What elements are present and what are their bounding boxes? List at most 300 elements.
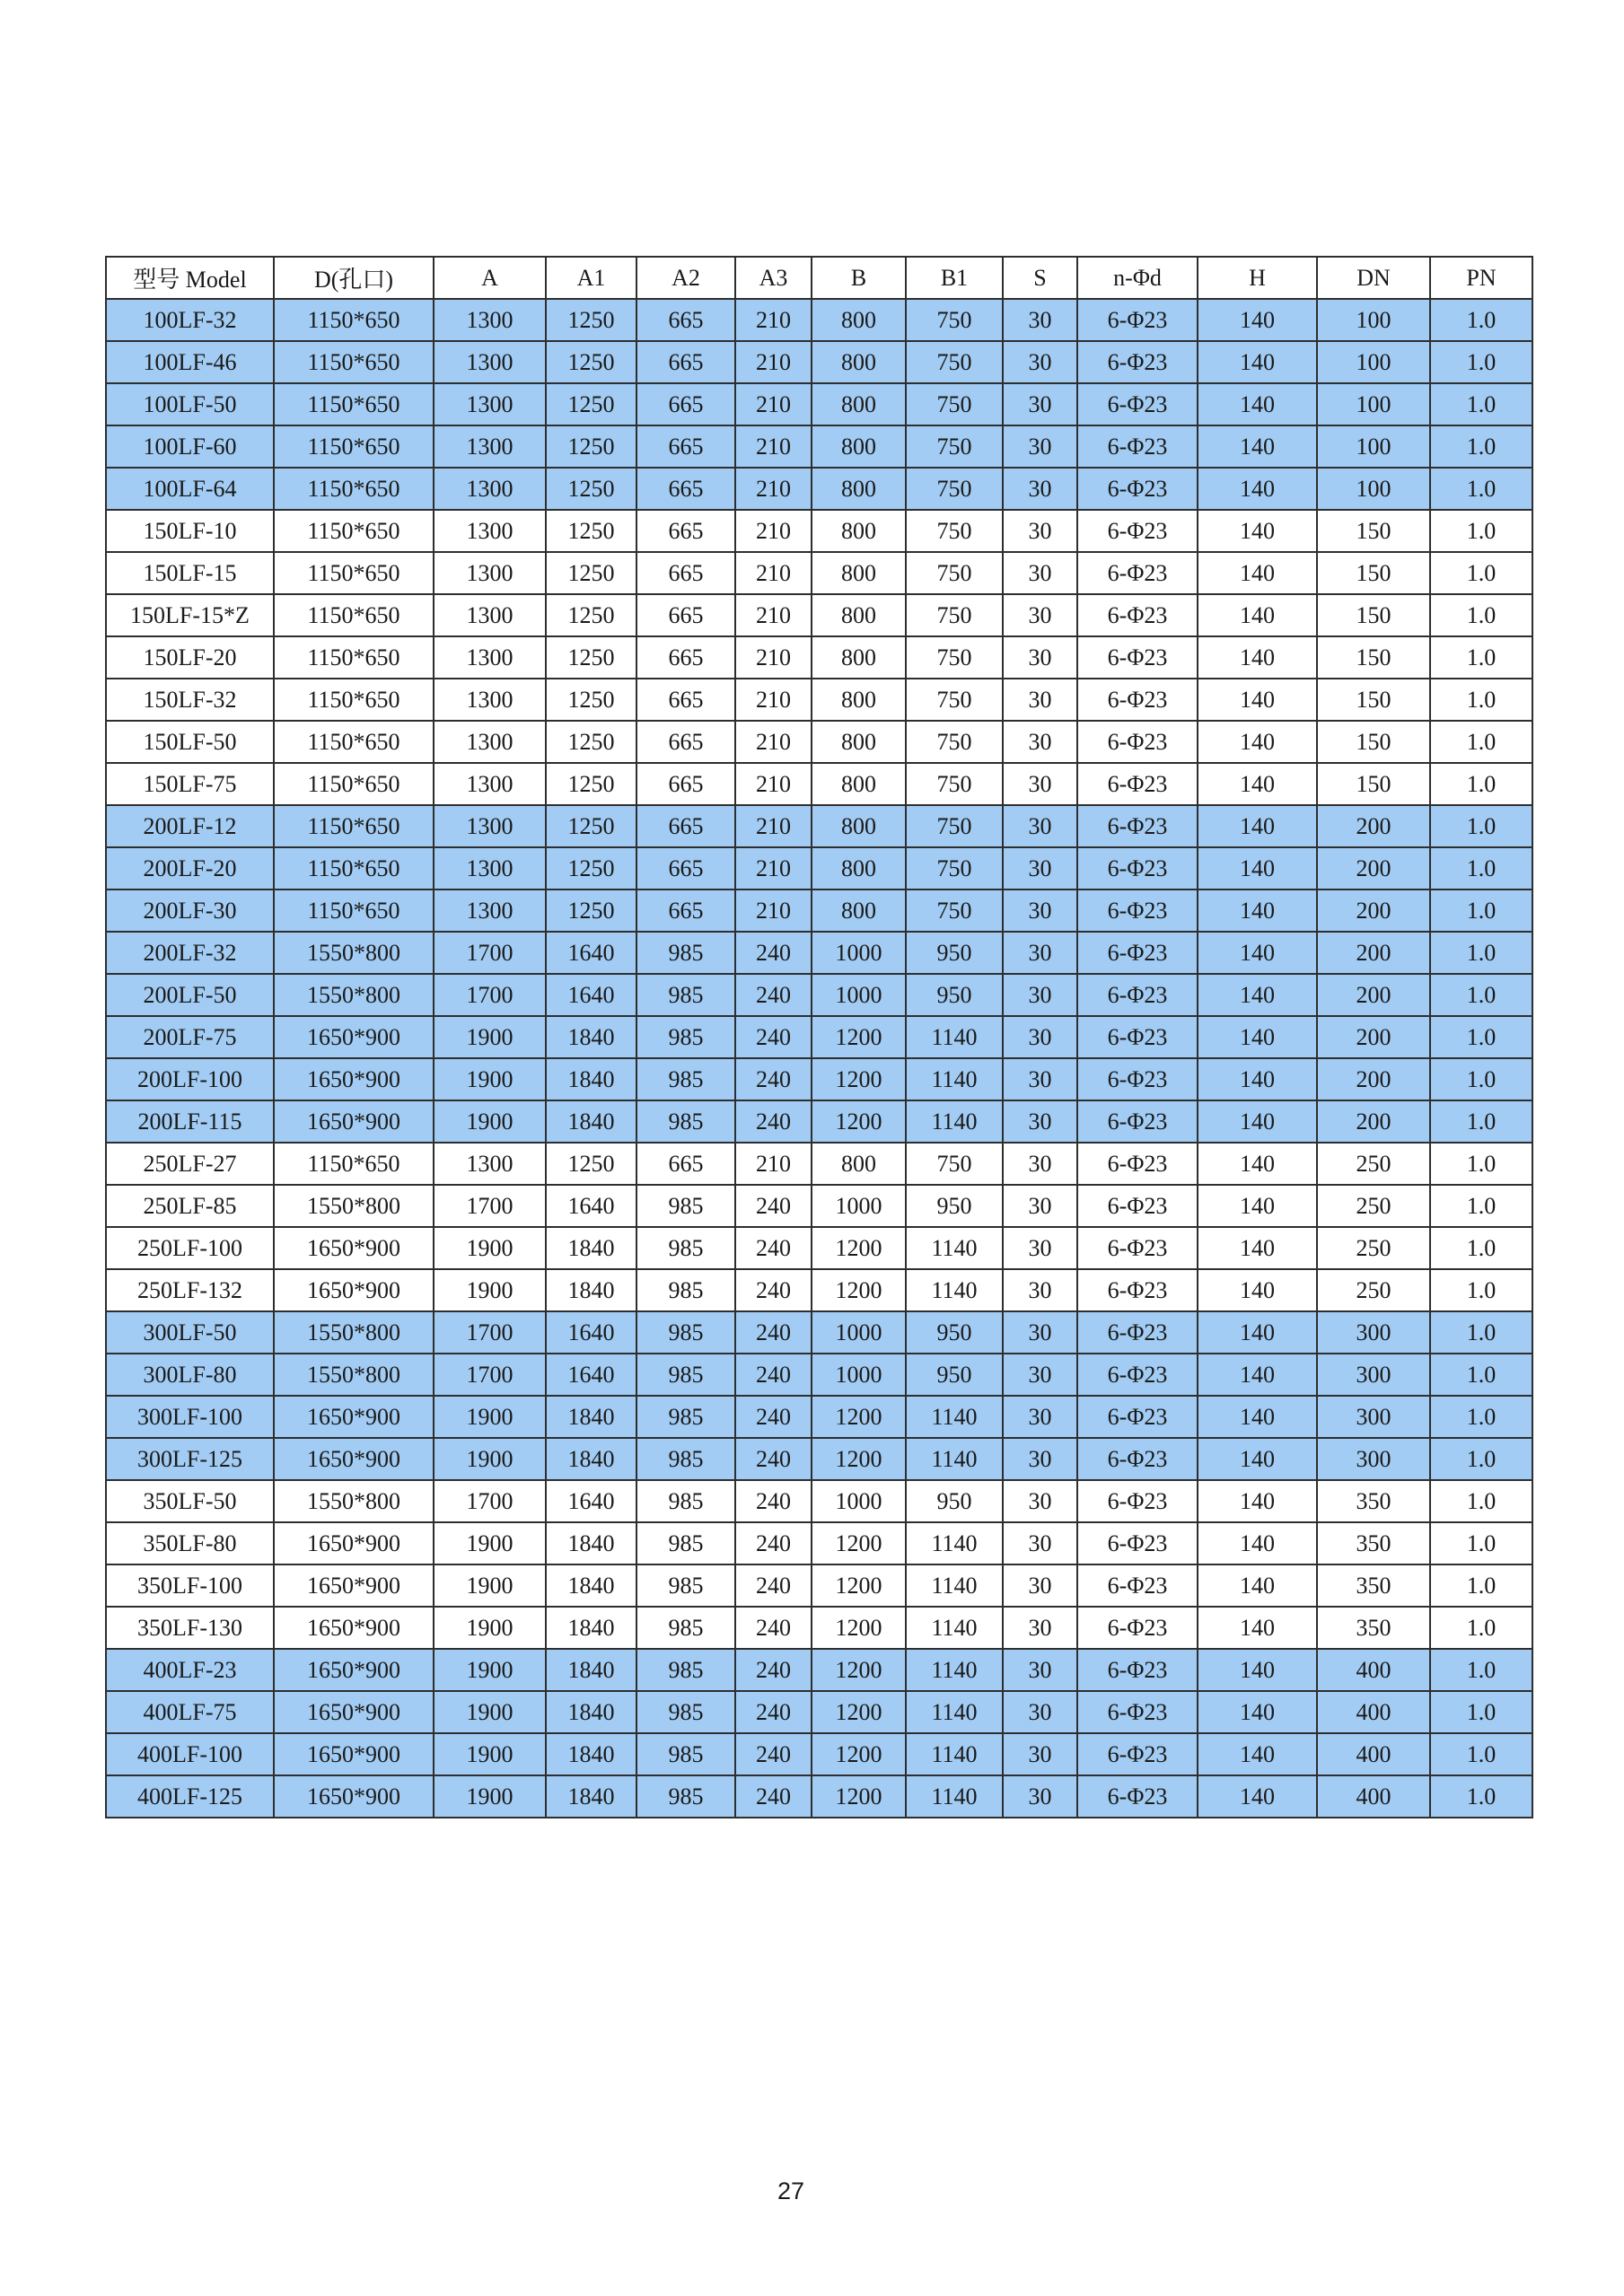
model-cell: 150LF-15 xyxy=(106,552,274,594)
table-cell: 1300 xyxy=(434,847,546,889)
table-cell: 350 xyxy=(1317,1480,1430,1522)
table-cell: 30 xyxy=(1003,679,1077,721)
table-cell: 140 xyxy=(1198,932,1317,974)
table-cell: 1840 xyxy=(546,1691,636,1733)
table-cell: 400 xyxy=(1317,1733,1430,1775)
table-cell: 985 xyxy=(636,1269,735,1311)
table-cell: 1650*900 xyxy=(274,1691,434,1733)
table-cell: 1140 xyxy=(906,1058,1003,1100)
table-cell: 1300 xyxy=(434,636,546,679)
table-cell: 6-Φ23 xyxy=(1077,1227,1198,1269)
table-cell: 1200 xyxy=(812,1691,906,1733)
table-cell: 240 xyxy=(735,1311,812,1354)
table-cell: 30 xyxy=(1003,1058,1077,1100)
table-cell: 240 xyxy=(735,1185,812,1227)
table-cell: 400 xyxy=(1317,1649,1430,1691)
table-cell: 1.0 xyxy=(1430,636,1532,679)
model-cell: 100LF-64 xyxy=(106,468,274,510)
table-cell: 30 xyxy=(1003,510,1077,552)
table-cell: 6-Φ23 xyxy=(1077,932,1198,974)
table-cell: 30 xyxy=(1003,1185,1077,1227)
model-cell: 250LF-27 xyxy=(106,1143,274,1185)
model-cell: 400LF-100 xyxy=(106,1733,274,1775)
table-cell: 150 xyxy=(1317,552,1430,594)
table-cell: 6-Φ23 xyxy=(1077,889,1198,932)
table-cell: 1150*650 xyxy=(274,889,434,932)
table-cell: 1900 xyxy=(434,1775,546,1818)
table-cell: 750 xyxy=(906,425,1003,468)
table-cell: 750 xyxy=(906,594,1003,636)
table-cell: 1140 xyxy=(906,1396,1003,1438)
table-cell: 1140 xyxy=(906,1733,1003,1775)
table-cell: 250 xyxy=(1317,1227,1430,1269)
table-cell: 140 xyxy=(1198,1564,1317,1607)
table-cell: 140 xyxy=(1198,889,1317,932)
model-cell: 100LF-50 xyxy=(106,383,274,425)
table-cell: 1640 xyxy=(546,1311,636,1354)
table-cell: 30 xyxy=(1003,1269,1077,1311)
table-cell: 1550*800 xyxy=(274,974,434,1016)
table-cell: 30 xyxy=(1003,1733,1077,1775)
table-cell: 1250 xyxy=(546,889,636,932)
table-cell: 240 xyxy=(735,1649,812,1691)
table-cell: 350 xyxy=(1317,1607,1430,1649)
table-cell: 1200 xyxy=(812,1438,906,1480)
table-cell: 1000 xyxy=(812,974,906,1016)
table-cell: 750 xyxy=(906,299,1003,341)
table-row xyxy=(106,1522,1532,1564)
table-cell: 30 xyxy=(1003,341,1077,383)
table-cell: 1000 xyxy=(812,1185,906,1227)
table-cell: 1650*900 xyxy=(274,1058,434,1100)
table-cell: 800 xyxy=(812,341,906,383)
table-row xyxy=(106,1143,1532,1185)
column-header-4: A1 xyxy=(546,257,636,299)
table-cell: 30 xyxy=(1003,1143,1077,1185)
table-cell: 300 xyxy=(1317,1438,1430,1480)
table-cell: 240 xyxy=(735,932,812,974)
table-cell: 1.0 xyxy=(1430,721,1532,763)
table-body xyxy=(106,299,1532,1818)
table-cell: 800 xyxy=(812,383,906,425)
table-cell: 985 xyxy=(636,932,735,974)
table-cell: 6-Φ23 xyxy=(1077,594,1198,636)
table-cell: 140 xyxy=(1198,1058,1317,1100)
table-cell: 6-Φ23 xyxy=(1077,341,1198,383)
table-cell: 6-Φ23 xyxy=(1077,1396,1198,1438)
table-cell: 1250 xyxy=(546,383,636,425)
table-cell: 200 xyxy=(1317,805,1430,847)
table-cell: 30 xyxy=(1003,932,1077,974)
column-header-3: A xyxy=(434,257,546,299)
table-cell: 1150*650 xyxy=(274,805,434,847)
table-cell: 1300 xyxy=(434,805,546,847)
model-cell: 150LF-10 xyxy=(106,510,274,552)
table-cell: 985 xyxy=(636,1227,735,1269)
table-cell: 200 xyxy=(1317,1016,1430,1058)
table-cell: 1250 xyxy=(546,721,636,763)
model-cell: 200LF-50 xyxy=(106,974,274,1016)
table-cell: 6-Φ23 xyxy=(1077,1354,1198,1396)
table-cell: 6-Φ23 xyxy=(1077,1100,1198,1143)
table-cell: 210 xyxy=(735,679,812,721)
table-header xyxy=(106,257,1532,299)
table-cell: 1900 xyxy=(434,1607,546,1649)
table-row xyxy=(106,299,1532,341)
table-cell: 140 xyxy=(1198,1143,1317,1185)
table-row xyxy=(106,1269,1532,1311)
table-cell: 750 xyxy=(906,763,1003,805)
table-cell: 6-Φ23 xyxy=(1077,1269,1198,1311)
table-cell: 6-Φ23 xyxy=(1077,636,1198,679)
table-cell: 210 xyxy=(735,552,812,594)
table-cell: 1900 xyxy=(434,1649,546,1691)
table-cell: 665 xyxy=(636,341,735,383)
table-cell: 1900 xyxy=(434,1016,546,1058)
table-row xyxy=(106,932,1532,974)
table-cell: 6-Φ23 xyxy=(1077,974,1198,1016)
table-cell: 1140 xyxy=(906,1649,1003,1691)
table-cell: 210 xyxy=(735,510,812,552)
table-cell: 210 xyxy=(735,341,812,383)
table-cell: 210 xyxy=(735,847,812,889)
table-cell: 665 xyxy=(636,1143,735,1185)
table-cell: 1.0 xyxy=(1430,510,1532,552)
table-cell: 1.0 xyxy=(1430,1438,1532,1480)
table-cell: 400 xyxy=(1317,1691,1430,1733)
table-cell: 6-Φ23 xyxy=(1077,805,1198,847)
table-cell: 1200 xyxy=(812,1775,906,1818)
table-cell: 1.0 xyxy=(1430,1691,1532,1733)
table-cell: 1300 xyxy=(434,679,546,721)
table-cell: 1700 xyxy=(434,932,546,974)
table-cell: 150 xyxy=(1317,721,1430,763)
model-cell: 300LF-80 xyxy=(106,1354,274,1396)
table-cell: 1.0 xyxy=(1430,1649,1532,1691)
table-cell: 1150*650 xyxy=(274,679,434,721)
table-cell: 1900 xyxy=(434,1227,546,1269)
table-cell: 30 xyxy=(1003,974,1077,1016)
table-cell: 210 xyxy=(735,889,812,932)
table-cell: 6-Φ23 xyxy=(1077,552,1198,594)
table-cell: 1000 xyxy=(812,932,906,974)
table-cell: 250 xyxy=(1317,1269,1430,1311)
table-cell: 100 xyxy=(1317,425,1430,468)
table-cell: 6-Φ23 xyxy=(1077,1016,1198,1058)
column-header-10: n-Φd xyxy=(1077,257,1198,299)
table-cell: 1.0 xyxy=(1430,1480,1532,1522)
table-cell: 1250 xyxy=(546,805,636,847)
table-cell: 950 xyxy=(906,974,1003,1016)
table-cell: 800 xyxy=(812,552,906,594)
table-cell: 1650*900 xyxy=(274,1100,434,1143)
table-cell: 6-Φ23 xyxy=(1077,425,1198,468)
table-cell: 30 xyxy=(1003,1480,1077,1522)
table-cell: 210 xyxy=(735,763,812,805)
table-cell: 1900 xyxy=(434,1691,546,1733)
table-cell: 240 xyxy=(735,1480,812,1522)
table-cell: 1840 xyxy=(546,1100,636,1143)
table-cell: 950 xyxy=(906,1354,1003,1396)
table-cell: 210 xyxy=(735,636,812,679)
table-cell: 1.0 xyxy=(1430,847,1532,889)
table-cell: 210 xyxy=(735,299,812,341)
table-cell: 1.0 xyxy=(1430,1311,1532,1354)
table-cell: 30 xyxy=(1003,636,1077,679)
table-row xyxy=(106,1185,1532,1227)
table-cell: 1650*900 xyxy=(274,1649,434,1691)
table-cell: 1150*650 xyxy=(274,510,434,552)
table-cell: 240 xyxy=(735,1016,812,1058)
table-cell: 6-Φ23 xyxy=(1077,1185,1198,1227)
table-cell: 1300 xyxy=(434,425,546,468)
table-row xyxy=(106,721,1532,763)
table-cell: 200 xyxy=(1317,974,1430,1016)
table-cell: 1840 xyxy=(546,1227,636,1269)
table-cell: 1300 xyxy=(434,510,546,552)
table-cell: 1.0 xyxy=(1430,1733,1532,1775)
table-cell: 6-Φ23 xyxy=(1077,1607,1198,1649)
table-cell: 140 xyxy=(1198,1100,1317,1143)
table-cell: 1150*650 xyxy=(274,341,434,383)
table-cell: 30 xyxy=(1003,721,1077,763)
table-cell: 6-Φ23 xyxy=(1077,1143,1198,1185)
table-cell: 1150*650 xyxy=(274,299,434,341)
table-cell: 1.0 xyxy=(1430,468,1532,510)
table-row xyxy=(106,383,1532,425)
table-cell: 140 xyxy=(1198,1016,1317,1058)
table-cell: 240 xyxy=(735,1269,812,1311)
table-cell: 1150*650 xyxy=(274,383,434,425)
table-cell: 140 xyxy=(1198,763,1317,805)
table-cell: 140 xyxy=(1198,425,1317,468)
table-cell: 210 xyxy=(735,383,812,425)
table-cell: 1140 xyxy=(906,1607,1003,1649)
table-cell: 800 xyxy=(812,636,906,679)
table-cell: 985 xyxy=(636,1354,735,1396)
table-cell: 1250 xyxy=(546,552,636,594)
table-cell: 140 xyxy=(1198,1438,1317,1480)
table-cell: 30 xyxy=(1003,1649,1077,1691)
table-cell: 210 xyxy=(735,468,812,510)
table-cell: 30 xyxy=(1003,847,1077,889)
table-row xyxy=(106,1058,1532,1100)
table-cell: 1250 xyxy=(546,425,636,468)
table-cell: 1.0 xyxy=(1430,1100,1532,1143)
table-cell: 150 xyxy=(1317,679,1430,721)
table-cell: 30 xyxy=(1003,1438,1077,1480)
table-row xyxy=(106,679,1532,721)
table-row xyxy=(106,1227,1532,1269)
model-cell: 200LF-30 xyxy=(106,889,274,932)
table-cell: 1000 xyxy=(812,1354,906,1396)
table-cell: 1.0 xyxy=(1430,552,1532,594)
table-cell: 1650*900 xyxy=(274,1607,434,1649)
table-cell: 240 xyxy=(735,1733,812,1775)
table-cell: 1150*650 xyxy=(274,1143,434,1185)
table-cell: 1300 xyxy=(434,763,546,805)
table-cell: 6-Φ23 xyxy=(1077,1775,1198,1818)
table-cell: 985 xyxy=(636,1185,735,1227)
table-cell: 985 xyxy=(636,1564,735,1607)
table-cell: 1250 xyxy=(546,594,636,636)
table-cell: 1150*650 xyxy=(274,763,434,805)
table-cell: 250 xyxy=(1317,1143,1430,1185)
table-cell: 800 xyxy=(812,679,906,721)
table-cell: 1.0 xyxy=(1430,1564,1532,1607)
table-row xyxy=(106,1607,1532,1649)
table-cell: 6-Φ23 xyxy=(1077,1438,1198,1480)
table-cell: 140 xyxy=(1198,1733,1317,1775)
table-row xyxy=(106,1100,1532,1143)
model-dimensions-table xyxy=(105,256,1533,1818)
column-header-13: PN xyxy=(1430,257,1532,299)
table-row xyxy=(106,1354,1532,1396)
table-cell: 140 xyxy=(1198,1607,1317,1649)
table-cell: 1.0 xyxy=(1430,1058,1532,1100)
table-cell: 30 xyxy=(1003,1564,1077,1607)
table-cell: 750 xyxy=(906,847,1003,889)
table-cell: 1840 xyxy=(546,1438,636,1480)
table-cell: 140 xyxy=(1198,1311,1317,1354)
model-cell: 350LF-80 xyxy=(106,1522,274,1564)
table-cell: 30 xyxy=(1003,805,1077,847)
table-cell: 1840 xyxy=(546,1564,636,1607)
table-cell: 1000 xyxy=(812,1311,906,1354)
table-row xyxy=(106,805,1532,847)
table-cell: 1840 xyxy=(546,1607,636,1649)
table-cell: 985 xyxy=(636,1480,735,1522)
table-cell: 1250 xyxy=(546,763,636,805)
table-cell: 1150*650 xyxy=(274,552,434,594)
table-cell: 1150*650 xyxy=(274,636,434,679)
model-cell: 250LF-85 xyxy=(106,1185,274,1227)
table-cell: 6-Φ23 xyxy=(1077,679,1198,721)
table-cell: 1640 xyxy=(546,1185,636,1227)
table-cell: 30 xyxy=(1003,763,1077,805)
model-cell: 400LF-75 xyxy=(106,1691,274,1733)
table-cell: 1840 xyxy=(546,1016,636,1058)
table-cell: 1200 xyxy=(812,1607,906,1649)
table-cell: 985 xyxy=(636,1649,735,1691)
table-row xyxy=(106,889,1532,932)
table-cell: 1840 xyxy=(546,1649,636,1691)
table-cell: 985 xyxy=(636,1438,735,1480)
table-cell: 30 xyxy=(1003,383,1077,425)
table-cell: 665 xyxy=(636,721,735,763)
table-cell: 6-Φ23 xyxy=(1077,1480,1198,1522)
table-cell: 6-Φ23 xyxy=(1077,510,1198,552)
table-cell: 210 xyxy=(735,805,812,847)
table-cell: 300 xyxy=(1317,1354,1430,1396)
table-cell: 30 xyxy=(1003,594,1077,636)
column-header-11: H xyxy=(1198,257,1317,299)
table-cell: 1650*900 xyxy=(274,1396,434,1438)
table-cell: 1700 xyxy=(434,1185,546,1227)
table-cell: 1200 xyxy=(812,1016,906,1058)
table-cell: 1.0 xyxy=(1430,1354,1532,1396)
table-cell: 1.0 xyxy=(1430,679,1532,721)
table-cell: 985 xyxy=(636,1058,735,1100)
table-row xyxy=(106,1396,1532,1438)
table-cell: 6-Φ23 xyxy=(1077,763,1198,805)
table-cell: 1650*900 xyxy=(274,1775,434,1818)
model-cell: 150LF-32 xyxy=(106,679,274,721)
column-header-1: 型号 Model xyxy=(106,257,274,299)
table-cell: 140 xyxy=(1198,552,1317,594)
table-cell: 985 xyxy=(636,1311,735,1354)
table-cell: 100 xyxy=(1317,468,1430,510)
table-cell: 1140 xyxy=(906,1100,1003,1143)
table-cell: 1200 xyxy=(812,1058,906,1100)
table-cell: 750 xyxy=(906,805,1003,847)
table-cell: 1150*650 xyxy=(274,847,434,889)
table-cell: 1000 xyxy=(812,1480,906,1522)
table-cell: 665 xyxy=(636,679,735,721)
table-cell: 1.0 xyxy=(1430,1227,1532,1269)
table-cell: 240 xyxy=(735,974,812,1016)
table-row xyxy=(106,1016,1532,1058)
table-cell: 240 xyxy=(735,1396,812,1438)
table-cell: 240 xyxy=(735,1607,812,1649)
table-cell: 140 xyxy=(1198,1227,1317,1269)
table-cell: 1.0 xyxy=(1430,299,1532,341)
table-cell: 950 xyxy=(906,1480,1003,1522)
table-cell: 665 xyxy=(636,847,735,889)
table-cell: 1200 xyxy=(812,1733,906,1775)
table-cell: 240 xyxy=(735,1058,812,1100)
table-row xyxy=(106,425,1532,468)
table-cell: 1140 xyxy=(906,1269,1003,1311)
model-cell: 150LF-20 xyxy=(106,636,274,679)
table-cell: 800 xyxy=(812,721,906,763)
table-cell: 6-Φ23 xyxy=(1077,1564,1198,1607)
table-cell: 800 xyxy=(812,299,906,341)
table-cell: 6-Φ23 xyxy=(1077,383,1198,425)
model-cell: 400LF-23 xyxy=(106,1649,274,1691)
table-cell: 150 xyxy=(1317,636,1430,679)
table-cell: 140 xyxy=(1198,1396,1317,1438)
table-cell: 1300 xyxy=(434,552,546,594)
table-cell: 1300 xyxy=(434,594,546,636)
table-cell: 1200 xyxy=(812,1649,906,1691)
table-cell: 985 xyxy=(636,1396,735,1438)
table-cell: 200 xyxy=(1317,847,1430,889)
table-cell: 6-Φ23 xyxy=(1077,1733,1198,1775)
table-cell: 350 xyxy=(1317,1522,1430,1564)
model-cell: 400LF-125 xyxy=(106,1775,274,1818)
table-cell: 240 xyxy=(735,1522,812,1564)
table-cell: 985 xyxy=(636,1775,735,1818)
table-cell: 665 xyxy=(636,805,735,847)
table-cell: 985 xyxy=(636,1522,735,1564)
table-row xyxy=(106,552,1532,594)
table-cell: 30 xyxy=(1003,889,1077,932)
model-cell: 250LF-132 xyxy=(106,1269,274,1311)
model-cell: 200LF-115 xyxy=(106,1100,274,1143)
column-header-6: A3 xyxy=(735,257,812,299)
table-cell: 1.0 xyxy=(1430,1775,1532,1818)
table-cell: 665 xyxy=(636,552,735,594)
table-cell: 1150*650 xyxy=(274,721,434,763)
table-row xyxy=(106,1480,1532,1522)
table-cell: 140 xyxy=(1198,1649,1317,1691)
table-cell: 240 xyxy=(735,1354,812,1396)
table-cell: 1250 xyxy=(546,299,636,341)
table-cell: 240 xyxy=(735,1100,812,1143)
table-cell: 140 xyxy=(1198,1354,1317,1396)
table-cell: 1140 xyxy=(906,1522,1003,1564)
